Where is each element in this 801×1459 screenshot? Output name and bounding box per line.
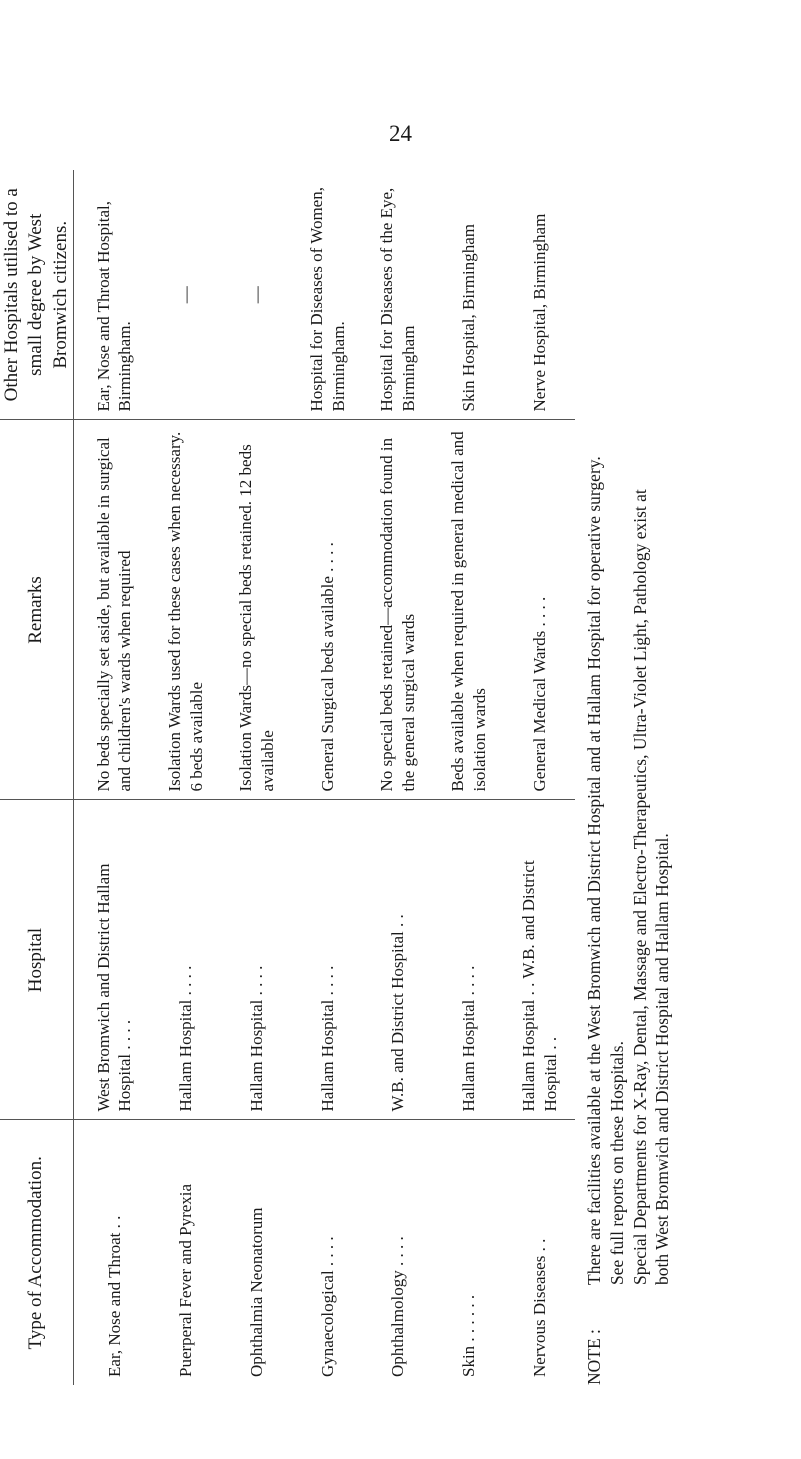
- dash-mark: —: [176, 286, 196, 304]
- footnote: [583, 170, 674, 1385]
- table-row: [73, 170, 150, 1385]
- table-row: [363, 170, 434, 1385]
- remarks-cell: Isolation Wards—no special beds retained. 12 beds available: [222, 420, 293, 800]
- type-cell: Ophthalmology . . . .: [388, 1236, 408, 1377]
- remarks-cell: General Medical Wards . . . .: [504, 420, 575, 800]
- note-text-3: Special Departments for X-Ray, Dental, Massage and Electro-Therapeutics, Ultra-Violet Light, Pathology exist at: [629, 489, 650, 1285]
- type-cell: Ear, Nose and Throat . .: [104, 1215, 124, 1377]
- header-type-of-accommodation: Type of Accommodation.: [0, 1120, 73, 1385]
- table-row: [434, 170, 505, 1385]
- note-text-1: There are facilities available at the West Bromwich and District Hospital and at Hallam Hospital for operative surgery.: [584, 456, 604, 1285]
- remarks-cell: Beds available when required in general medical and isolation wards: [434, 420, 505, 800]
- hospital-cell: Hallam Hospital . . . .: [151, 800, 222, 1120]
- note-line-1: [583, 170, 606, 1385]
- other-hospital-cell: [151, 170, 222, 420]
- other-hospital-cell: Skin Hospital, Birmingham: [434, 170, 505, 420]
- other-hospital-cell: [222, 170, 293, 420]
- hospital-cell: West Bromwich and District Hallam Hospital . . . .: [73, 800, 150, 1120]
- note-line-4: [651, 170, 674, 1385]
- accommodation-table: [0, 170, 575, 1385]
- page-number: 24: [389, 121, 412, 146]
- type-cell: Nervous Diseases . .: [529, 1238, 549, 1377]
- note-text-2: See full reports on these Hospitals.: [606, 1041, 627, 1285]
- remarks-cell: General Surgical beds available . . . .: [292, 420, 363, 800]
- note-text-4: both West Bromwich and District Hospital and Hallam Hospital.: [652, 833, 673, 1285]
- type-cell: Skin . . . . . .: [459, 1294, 479, 1377]
- header-other-hospitals: Other Hospitals utilised to a small degree by West Bromwich citizens.: [0, 170, 73, 420]
- table-row: [292, 170, 363, 1385]
- remarks-cell: Isolation Wards used for these cases when necessary. 6 beds available: [151, 420, 222, 800]
- hospital-cell: Hallam Hospital . . . .: [292, 800, 363, 1120]
- type-cell: Puerperal Fever and Pyrexia: [176, 1183, 196, 1377]
- table-header-row: [0, 170, 73, 1385]
- header-remarks: Remarks: [0, 420, 73, 800]
- other-hospital-cell: Nerve Hospital, Birmingham: [504, 170, 575, 420]
- table-row: [151, 170, 222, 1385]
- other-hospital-cell: Ear, Nose and Throat Hospital, Birmingham.: [73, 170, 150, 420]
- hospital-cell: Hallam Hospital . . . .: [434, 800, 505, 1120]
- header-hospital: Hospital: [0, 800, 73, 1120]
- type-cell: Gynaecological . . . .: [317, 1236, 337, 1377]
- other-hospital-cell: Hospital for Diseases of the Eye, Birmingham: [363, 170, 434, 420]
- remarks-cell: No special beds retained—accommodation found in the general surgical wards: [363, 420, 434, 800]
- note-line-3: [629, 170, 652, 1385]
- dash-mark: —: [246, 286, 266, 304]
- rotated-page-content: [0, 170, 683, 1385]
- other-hospital-cell: Hospital for Diseases of Women, Birmingham.: [292, 170, 363, 420]
- table-row: [222, 170, 293, 1385]
- hospital-cell: Hallam Hospital . . . .: [222, 800, 293, 1120]
- type-cell: Ophthalmia Neonatorum: [246, 1207, 266, 1377]
- note-label: NOTE :: [584, 1329, 604, 1385]
- hospital-cell: Hallam Hospital . . W.B. and District Hospital . .: [504, 800, 575, 1120]
- table-row: [504, 170, 575, 1385]
- note-line-2: [606, 170, 629, 1385]
- hospital-cell: W.B. and District Hospital . .: [363, 800, 434, 1120]
- remarks-cell: No beds specially set aside, but available in surgical and children's wards when required: [73, 420, 150, 800]
